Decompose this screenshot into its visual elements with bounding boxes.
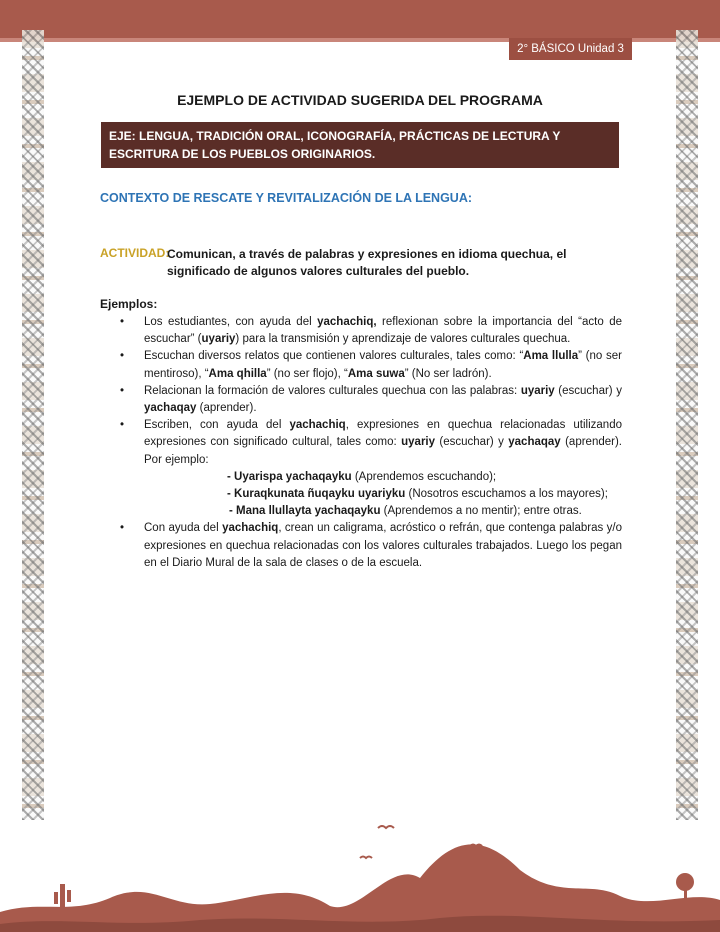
examples-label: Ejemplos: [100, 297, 158, 311]
example-line: - Kuraqkunata ñuqayku uyariyku (Nosotros escuchamos a los mayores); [227, 488, 608, 501]
grade-unit-badge: 2° BÁSICO Unidad 3 [509, 38, 632, 60]
bird-icon [378, 826, 394, 828]
landscape-illustration [0, 820, 720, 932]
bullet-icon: • [120, 522, 125, 535]
list-item: • Los estudiantes, con ayuda del yachachiq, reflexionan sobre la importancia del “acto de escuchar” (uyariy) para la transmisión y aprendizaje de valores culturales quechua. [120, 316, 622, 346]
bullet-icon: • [120, 350, 125, 363]
eje-label: EJE: [109, 129, 136, 143]
bird-icon [360, 857, 372, 859]
bullet-icon: • [120, 316, 125, 328]
left-textile-border [22, 30, 44, 820]
bullet-icon: • [120, 419, 125, 432]
list-item: • Escuchan diversos relatos que contienen valores culturales, tales como: “Ama llulla” (no ser mentiroso), “Ama qhilla” (no ser flojo), “Ama suwa” (No ser ladrón). [120, 350, 622, 380]
tree-icon [684, 888, 687, 914]
activity-label: ACTIVIDAD: [100, 246, 170, 260]
bullet-icon: • [120, 384, 125, 397]
right-textile-border [676, 30, 698, 820]
examples-list [100, 314, 622, 572]
page-title: EJEMPLO DE ACTIVIDAD SUGERIDA DEL PROGRAMA [177, 92, 543, 108]
cactus-icon [60, 884, 65, 914]
example-line: - Uyarispa yachaqayku (Aprendemos escuchando); [227, 470, 497, 483]
activity-text: Comunican, a través de palabras y expresiones en idioma quechua, el significado de algunos valores culturales del pueblo. [167, 247, 567, 278]
section-heading: CONTEXTO DE RESCATE Y REVITALIZACIÓN DE LA LENGUA: [100, 191, 473, 205]
example-line: - Mana llullayta yachaqayku (Aprendemos a no mentir); entre otras. [229, 505, 582, 518]
bird-icon [470, 845, 482, 847]
eje-box [101, 122, 619, 168]
top-decorative-band [0, 0, 720, 38]
eje-text: LENGUA, TRADICIÓN ORAL, ICONOGRAFÍA, PRÁCTICAS DE LECTURA Y ESCRITURA DE LOS PUEBLOS ORIGINARIOS. [109, 129, 561, 161]
list-item: • Con ayuda del yachachiq, crean un caligrama, acróstico o refrán, que contenga palabras y/o expresiones en quechua relacionadas con los valores culturales trabajados. Luego los pegan en el Diario Mural de la sala de clases o de la escuela. [120, 522, 622, 569]
list-item: • Relacionan la formación de valores culturales quechua con las palabras: uyariy (escuchar) y yachaqay (aprender). [120, 384, 622, 415]
list-item: • Escriben, con ayuda del yachachiq, expresiones en quechua relacionadas utilizando expresiones con significado cultural, tales como: uyariy (escuchar) y yachaqay (aprender). Por ejemplo: - Uyarispa yachaqayku (Aprendemos escuchando); - Kuraqkunata ñuqayku uyariyku (Nosotros escuchamos a los mayores); - Mana llullayta yachaqayku (Aprendemos a no mentir); entre otras. [100, 417, 622, 520]
